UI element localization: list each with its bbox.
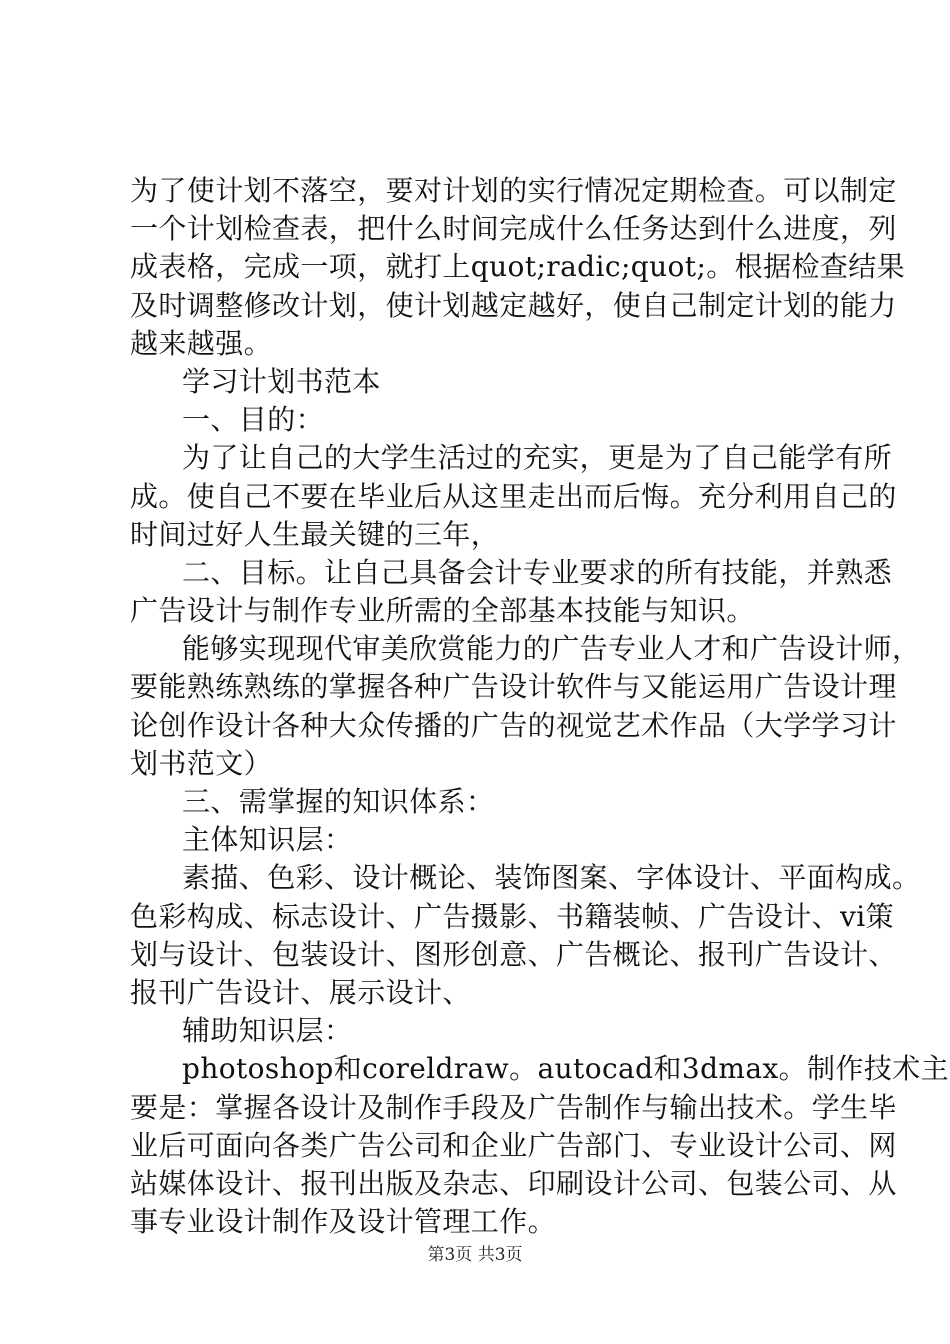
paragraph-line: 越来越强。 bbox=[130, 326, 273, 360]
paragraph-line: 站媒体设计、报刊出版及杂志、印刷设计公司、包装公司、从 bbox=[130, 1166, 897, 1200]
page-number: 第3页 共3页 bbox=[427, 1245, 523, 1265]
paragraph-line: 要能熟练熟练的掌握各种广告设计软件与又能运用广告设计理 bbox=[130, 670, 897, 704]
paragraph-line: 为了使计划不落空，要对计划的实行情况定期检查。可以制定 bbox=[130, 174, 897, 207]
paragraph-line: 为了让自己的大学生活过的充实，更是为了自己能学有所 bbox=[182, 441, 893, 475]
paragraph-line: 素描、色彩、设计概论、装饰图案、字体设计、平面构成。 bbox=[182, 861, 921, 895]
paragraph-line: 二、目标。让自己具备会计专业要求的所有技能，并熟悉 bbox=[182, 555, 893, 589]
paragraph-line: 广告设计与制作专业所需的全部基本技能与知识。 bbox=[130, 594, 755, 628]
page-footer bbox=[0, 1244, 950, 1266]
paragraph-line: 划书范文） bbox=[130, 746, 273, 780]
document-body bbox=[130, 172, 950, 1241]
paragraph-line: 能够实现现代审美欣赏能力的广告专业人才和广告设计师， bbox=[182, 632, 921, 666]
paragraph-line: 业后可面向各类广告公司和企业广告部门、专业设计公司、网 bbox=[130, 1128, 897, 1162]
section-heading: 学习计划书范本 bbox=[182, 364, 381, 398]
paragraph-line: 事专业设计制作及设计管理工作。 bbox=[130, 1205, 557, 1239]
section-heading: 三、需掌握的知识体系： bbox=[182, 785, 495, 818]
paragraph-line: 成表格，完成一项，就打上quot;radic;quot;。根据检查结果 bbox=[130, 250, 906, 284]
paragraph-line: 报刊广告设计、展示设计、 bbox=[130, 975, 471, 1009]
paragraph-line: 要是：掌握各设计及制作手段及广告制作与输出技术。学生毕 bbox=[130, 1090, 897, 1124]
paragraph-line: 成。使自己不要在毕业后从这里走出而后悔。充分利用自己的 bbox=[130, 479, 897, 513]
paragraph-line: 及时调整修改计划，使计划越定越好，使自己制定计划的能力 bbox=[130, 288, 897, 322]
subsection-heading: 辅助知识层： bbox=[182, 1014, 353, 1048]
paragraph-line: 色彩构成、标志设计、广告摄影、书籍装帧、广告设计、vi策 bbox=[130, 899, 894, 933]
subsection-heading: 主体知识层： bbox=[182, 823, 353, 857]
paragraph-line: 划与设计、包装设计、图形创意、广告概论、报刊广告设计、 bbox=[130, 937, 897, 971]
paragraph-line: 一个计划检查表，把什么时间完成什么任务达到什么进度，列 bbox=[130, 212, 897, 246]
paragraph-line: 时间过好人生最关键的三年， bbox=[130, 517, 500, 551]
section-heading: 一、目的： bbox=[182, 403, 325, 437]
paragraph-line: photoshop和coreldraw。autocad和3dmax。制作技术主 bbox=[182, 1052, 950, 1086]
paragraph-line: 论创作设计各种大众传播的广告的视觉艺术作品（大学学习计 bbox=[130, 708, 897, 742]
